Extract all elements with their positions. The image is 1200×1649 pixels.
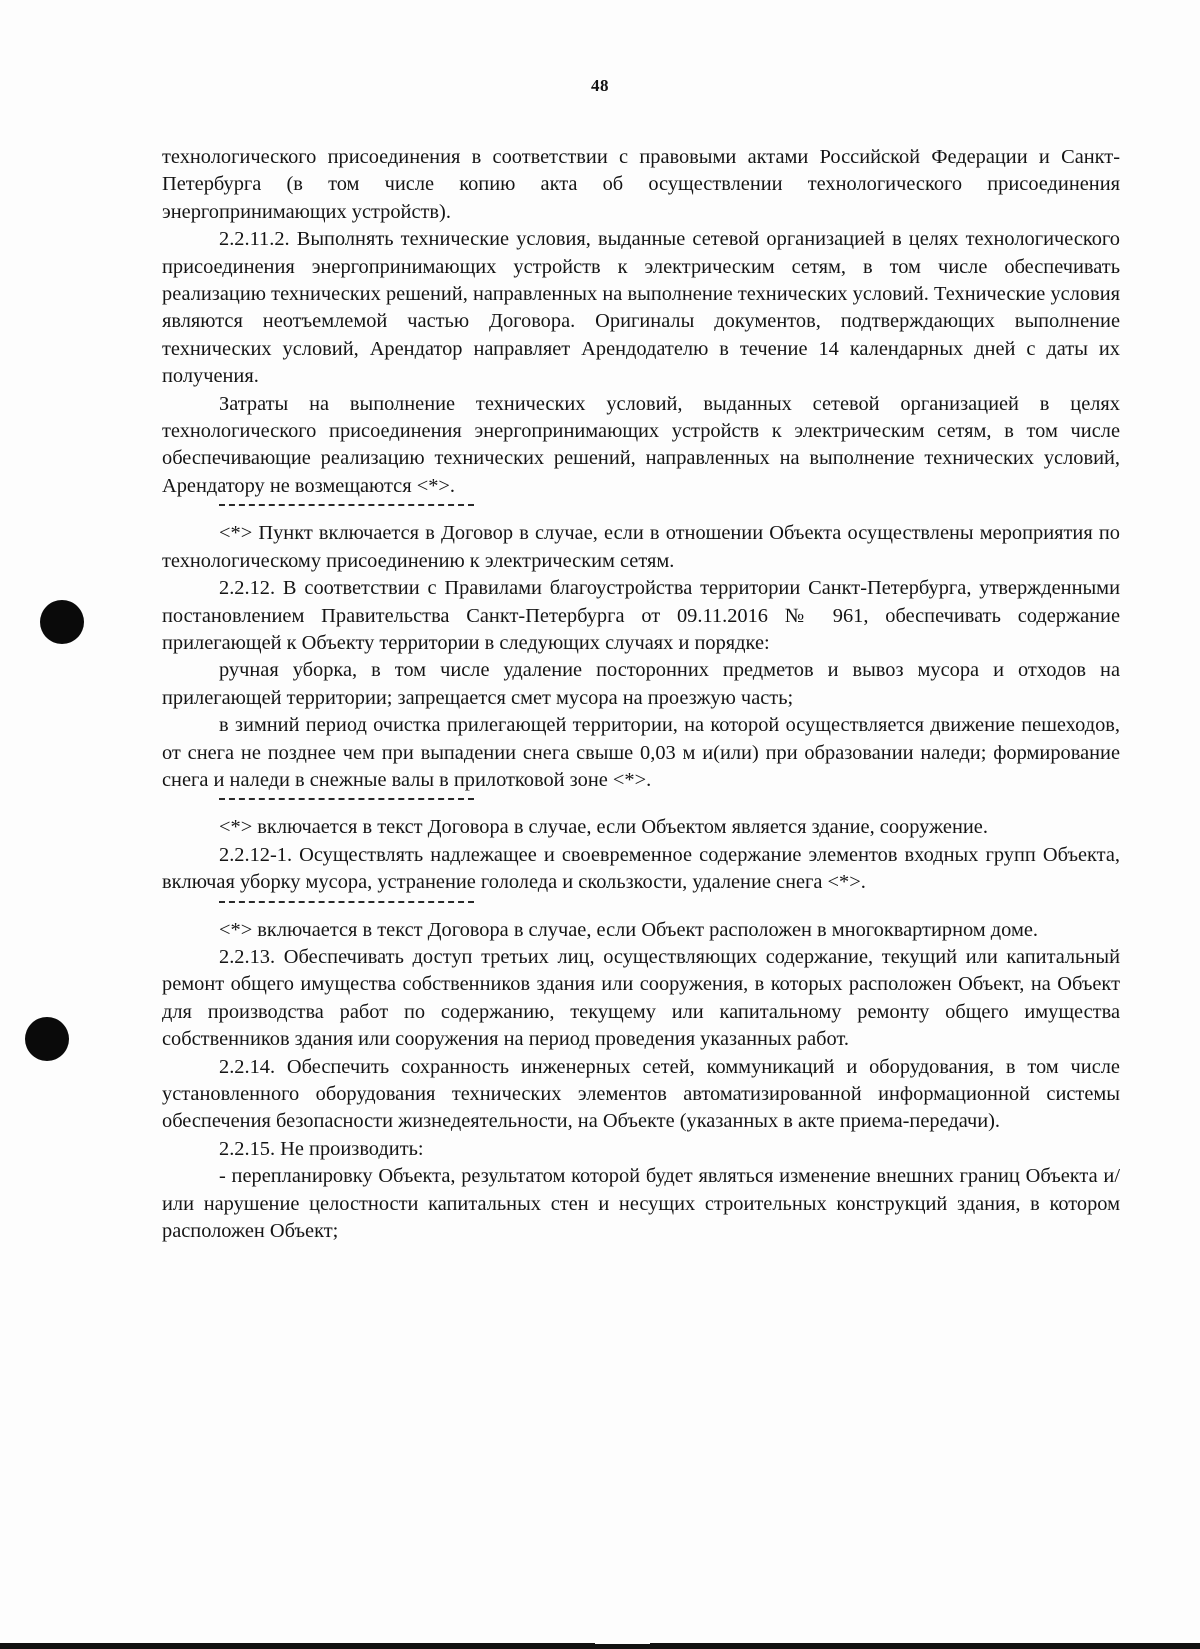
- scan-edge-gap: [595, 1640, 650, 1644]
- footnote-1: <*> Пункт включается в Договор в случае, если в отношении Объекта осуществлены мероприятия по технологическому присоединению к электрическим сетям.: [162, 522, 1120, 572]
- footnote-2: <*> включается в текст Договора в случае, если Объектом является здание, сооружение.: [219, 816, 988, 839]
- clause-2-2-15-item-replanning: - перепланировку Объекта, результатом которой будет являться изменение внешних границ Объекта и/или нарушение целостности капитальных стен и несущих строительных конструкций здания, в котором расположен Объект;: [162, 1165, 1120, 1243]
- punch-hole: [25, 1017, 69, 1061]
- footnote-separator: [219, 504, 474, 506]
- clause-2-2-12-manual-cleaning: ручная уборка, в том числе удаление посторонних предметов и вывоз мусора и отходов на прилегающей территории; запрещается смет мусора на проезжую часть;: [162, 659, 1120, 709]
- document-body: [162, 144, 1120, 1245]
- clause-2-2-12: 2.2.12. В соответствии с Правилами благоустройства территории Санкт-Петербурга, утвержденными постановлением Правительства Санкт-Петербурга от 09.11.2016 № 961, обеспечивать содержание прилегающей к Объекту территории в следующих случаях и порядке:: [162, 577, 1120, 654]
- punch-hole: [40, 600, 84, 644]
- clause-costs-paragraph: Затраты на выполнение технических условий, выданных сетевой организацией в целях технологического присоединения энергопринимающих устройств к электрическим сетям, в том числе обеспечивающие реализацию технических решений, направленных на выполнение технических условий, Арендатору не возмещаются <*>.: [162, 392, 1120, 497]
- clause-2-2-14: 2.2.14. Обеспечить сохранность инженерных сетей, коммуникаций и оборудования, в том числе установленного оборудования технических элементов автоматизированной информационной системы обеспечения безопасности жизнедеятельности, на Объекте (указанных в акте приема-передачи).: [162, 1055, 1120, 1133]
- clause-2-2-11-2: 2.2.11.2. Выполнять технические условия, выданные сетевой организацией в целях технологического присоединения энергопринимающих устройств к электрическим сетям, в том числе обеспечивать реализацию технических решений, направленных на выполнение технических условий. Технические условия являются неотъемлемой частью Договора. Оригиналы документов, подтверждающих выполнение технических условий, Арендатор направляет Арендодателю в течение 14 календарных дней с даты их получения.: [162, 228, 1120, 388]
- clause-2-2-15: 2.2.15. Не производить:: [219, 1137, 424, 1160]
- footnote-separator: [219, 901, 474, 903]
- clause-2-2-12-winter-cleaning: в зимний период очистка прилегающей территории, на которой осуществляется движение пешеходов, от снега не позднее чем при выпадении снега свыше 0,03 м и(или) при образовании наледи; формирование снега и наледи в снежные валы в прилотковой зоне <*>.: [162, 714, 1120, 791]
- footnote-3: <*> включается в текст Договора в случае, если Объект расположен в многоквартирном доме.: [219, 918, 1039, 941]
- footnote-separator: [219, 798, 474, 800]
- paragraph-continuation: технологического присоединения в соответствии с правовыми актами Российской Федерации и Санкт-Петербурга (в том числе копию акта об осуществлении технологического присоединения энергопринимающих устройств).: [162, 146, 1120, 223]
- clause-2-2-13: 2.2.13. Обеспечивать доступ третьих лиц, осуществляющих содержание, текущий или капитальный ремонт общего имущества собственников здания или сооружения, в которых расположен Объект, на Объект для производства работ по содержанию, текущему или капитальному ремонту общего имущества собственников здания или сооружения на период проведения указанных работ.: [162, 945, 1120, 1051]
- page-number: 48: [591, 76, 609, 95]
- clause-2-2-12-1: 2.2.12-1. Осуществлять надлежащее и своевременное содержание элементов входных групп Объекта, включая уборку мусора, устранение гололеда и скользкости, удаление снега <*>.: [162, 843, 1120, 894]
